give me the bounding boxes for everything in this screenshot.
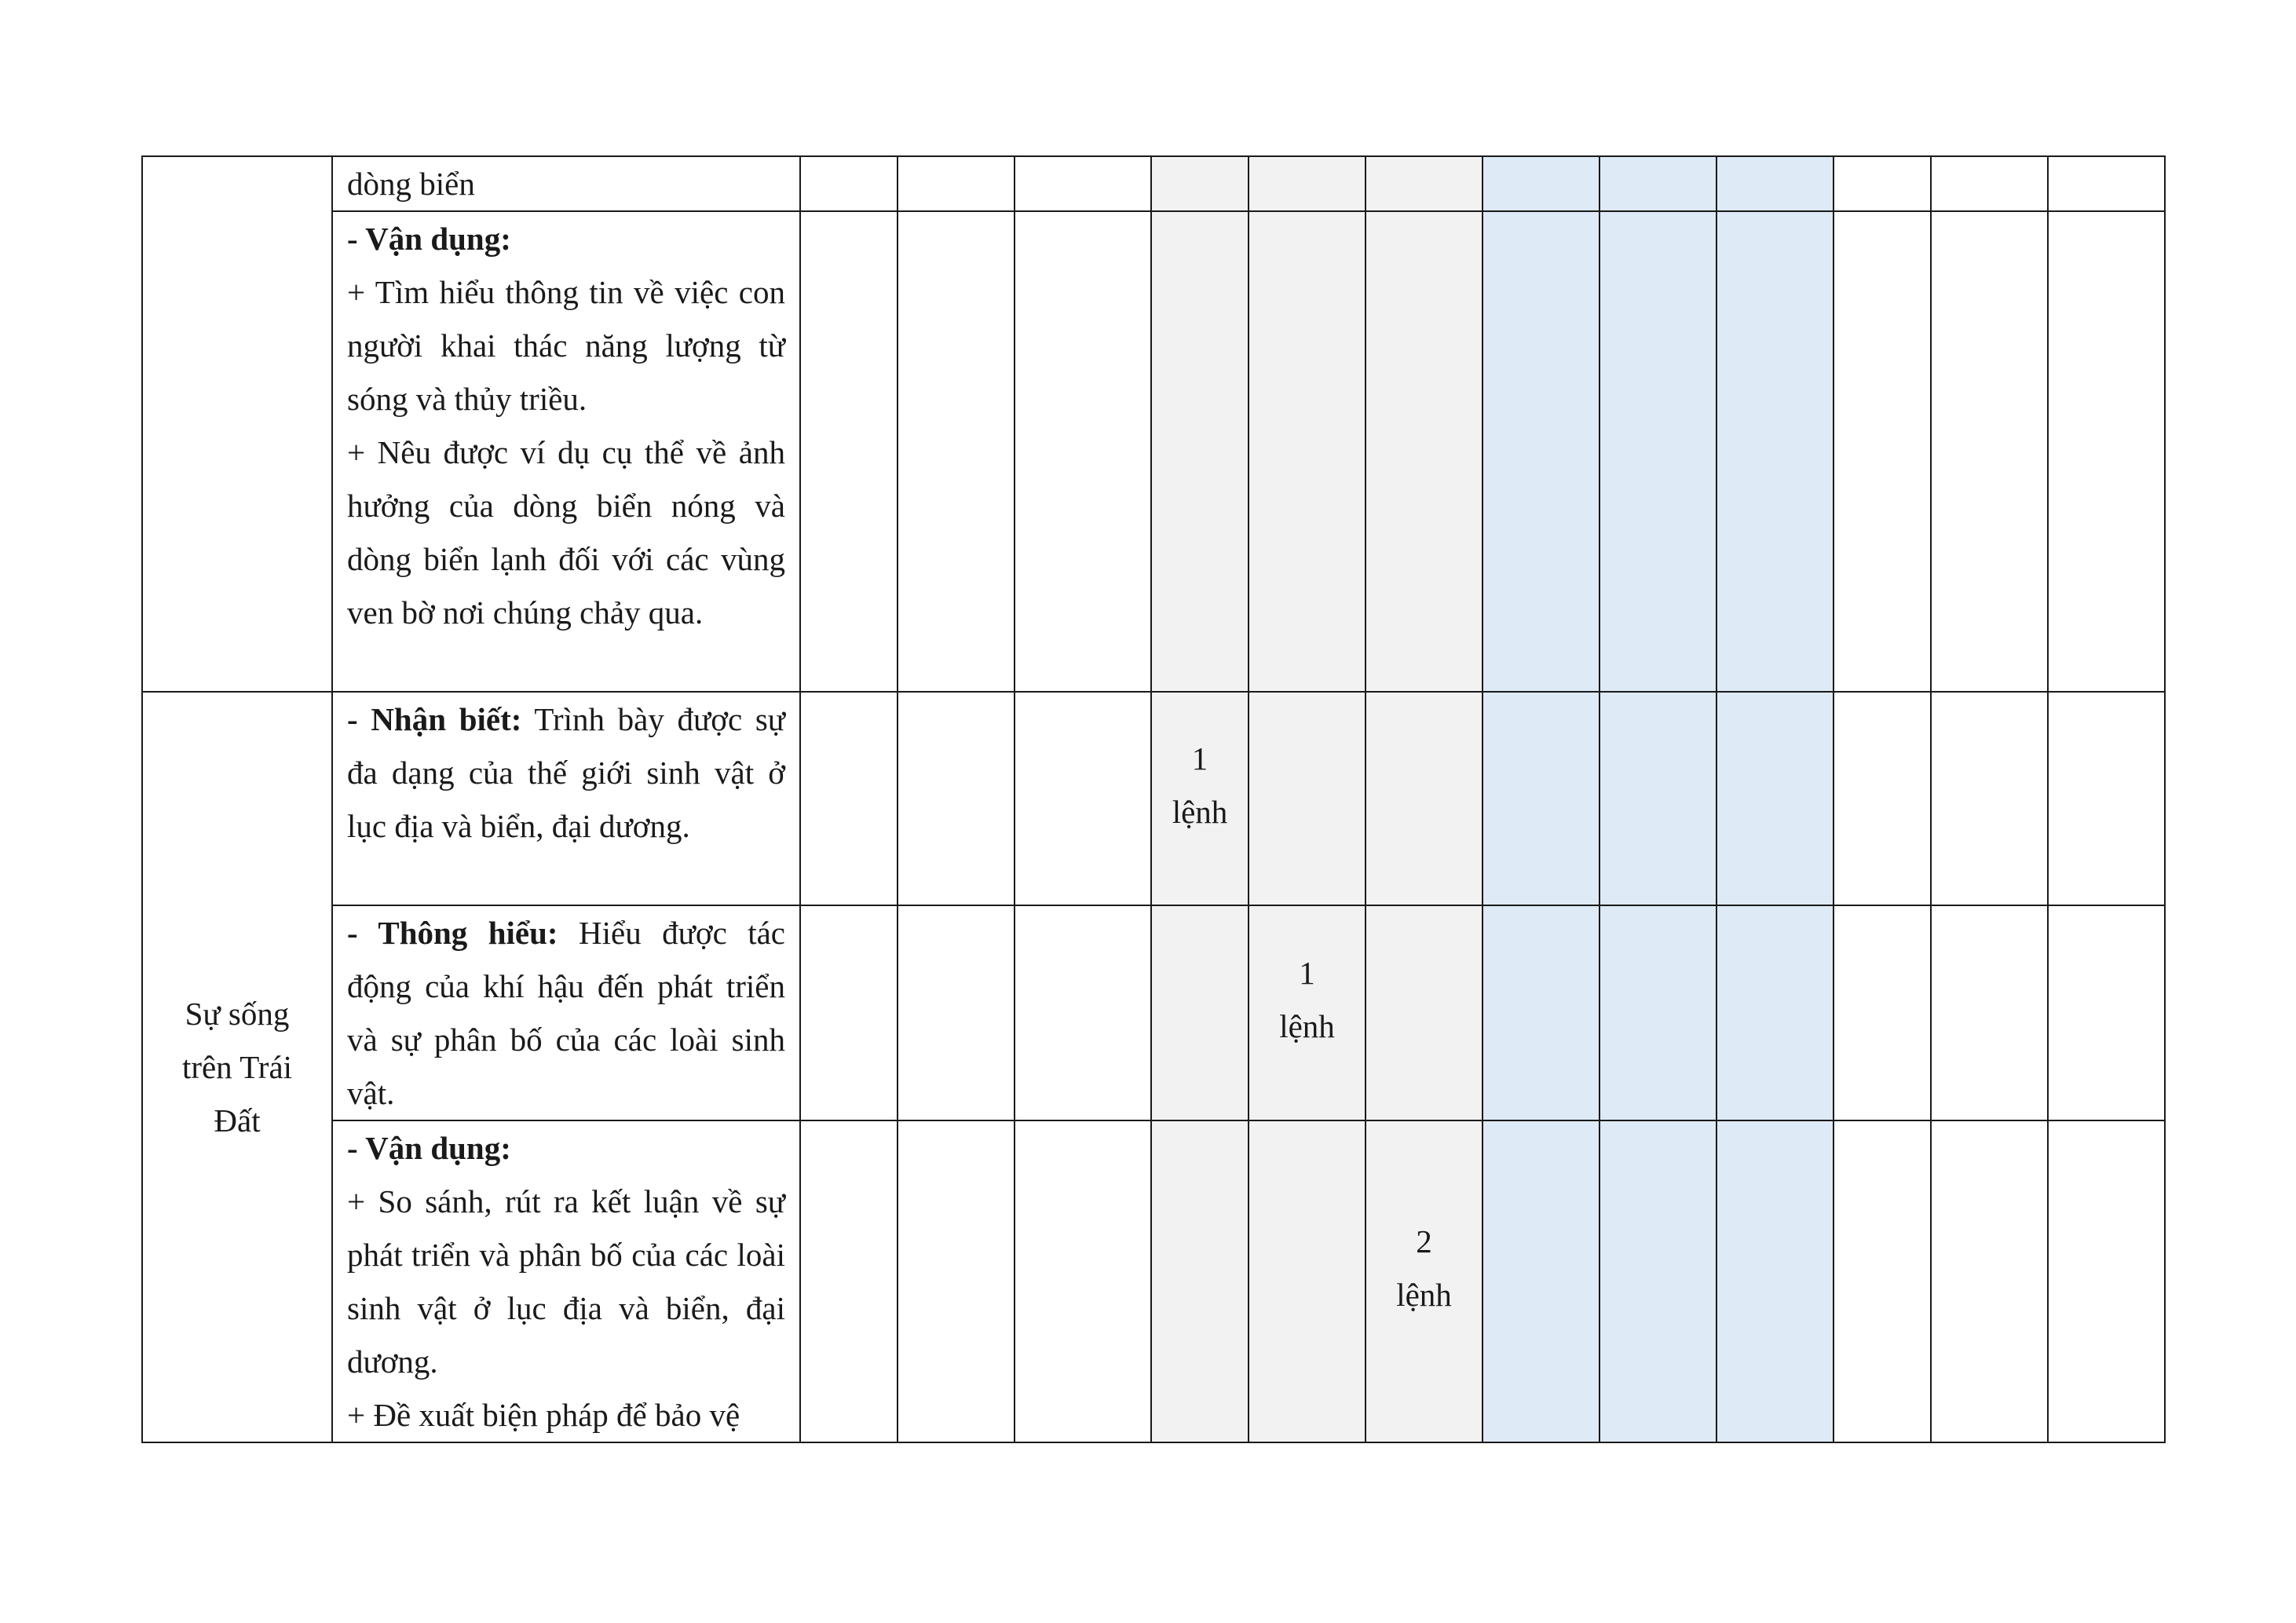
- level-cell: [800, 692, 898, 905]
- level-cell: [1717, 905, 1834, 1120]
- level-cell: [1249, 692, 1366, 905]
- description-paragraph: - Thông hiểu: Hiểu được tác động của khí hậu đến phát triển và sự phân bố của các loài sinh vật.: [347, 915, 785, 1111]
- question-count-cell: 1 lệnh: [1151, 692, 1249, 905]
- level-cell: [2048, 1120, 2165, 1442]
- question-count-cell: 2 lệnh: [1366, 1120, 1483, 1442]
- level-cell: [898, 692, 1015, 905]
- level-cell: [800, 156, 898, 211]
- level-cell: [1151, 156, 1249, 211]
- description-paragraph: + Nêu được ví dụ cụ thể về ảnh hưởng của dòng biển nóng và dòng biển lạnh đối với các vùng ven bờ nơi chúng chảy qua.: [347, 434, 785, 631]
- level-cell: [2048, 211, 2165, 692]
- level-cell: [1249, 211, 1366, 692]
- level-cell: [1249, 1120, 1366, 1442]
- level-cell: [1931, 1120, 2048, 1442]
- level-cell: [800, 211, 898, 692]
- description-paragraph: - Nhận biết: Trình bày được sự đa dạng của thế giới sinh vật ở lục địa và biển, đại dương.: [347, 701, 785, 844]
- level-cell: [1483, 156, 1600, 211]
- level-cell: [1600, 1120, 1717, 1442]
- level-cell: [1717, 156, 1834, 211]
- level-cell: [800, 905, 898, 1120]
- level-cell: [898, 905, 1015, 1120]
- description-paragraph: - Vận dụng:: [347, 1130, 511, 1166]
- level-cell: [898, 156, 1015, 211]
- level-cell: [1931, 156, 2048, 211]
- level-cell: [1717, 211, 1834, 692]
- level-cell: [1600, 211, 1717, 692]
- level-cell: [1834, 1120, 1931, 1442]
- level-cell: [1834, 692, 1931, 905]
- level-cell: [1015, 211, 1151, 692]
- question-count-cell: 1 lệnh: [1249, 905, 1366, 1120]
- level-cell: [1931, 692, 2048, 905]
- level-cell: [1600, 905, 1717, 1120]
- level-cell: [1600, 692, 1717, 905]
- level-cell: [1151, 211, 1249, 692]
- table-row: [142, 211, 2165, 692]
- level-cell: [1483, 692, 1600, 905]
- level-cell: [1151, 905, 1249, 1120]
- level-cell: [1483, 1120, 1600, 1442]
- level-cell: [1249, 156, 1366, 211]
- level-cell: [2048, 156, 2165, 211]
- level-cell: [1366, 905, 1483, 1120]
- description-paragraph: - Vận dụng:: [347, 221, 511, 257]
- level-cell: [1717, 1120, 1834, 1442]
- description-paragraph: + So sánh, rút ra kết luận về sự phát triển và phân bố của các loài sinh vật ở lục địa và biển, đại dương.: [347, 1183, 785, 1380]
- level-cell: [1366, 156, 1483, 211]
- level-cell: [1015, 692, 1151, 905]
- level-cell: [1600, 156, 1717, 211]
- table-row: [142, 156, 2165, 211]
- level-cell: [1834, 211, 1931, 692]
- description-cell: [332, 1120, 800, 1442]
- topic-cell: Sự sống trên Trái Đất: [142, 692, 332, 1442]
- level-cell: [1931, 211, 2048, 692]
- level-cell: [898, 1120, 1015, 1442]
- description-cell: [332, 905, 800, 1120]
- description-paragraph: + Đề xuất biện pháp để bảo vệ: [347, 1397, 740, 1433]
- level-cell: [1834, 156, 1931, 211]
- table-row: [142, 692, 2165, 905]
- description-cell: [332, 156, 800, 211]
- description-paragraph: dòng biển: [347, 166, 475, 202]
- description-paragraph: + Tìm hiểu thông tin về việc con người khai thác năng lượng từ sóng và thủy triều.: [347, 274, 785, 417]
- level-cell: [1366, 211, 1483, 692]
- description-cell: [332, 211, 800, 692]
- table-row: [142, 1120, 2165, 1442]
- table-row: [142, 905, 2165, 1120]
- level-cell: [1717, 692, 1834, 905]
- level-cell: [1015, 1120, 1151, 1442]
- description-cell: [332, 692, 800, 905]
- level-cell: [1483, 211, 1600, 692]
- level-cell: [1015, 156, 1151, 211]
- level-cell: [2048, 905, 2165, 1120]
- level-cell: [898, 211, 1015, 692]
- topic-cell-empty: [142, 156, 332, 692]
- level-cell: [1015, 905, 1151, 1120]
- level-cell: [1834, 905, 1931, 1120]
- level-cell: [2048, 692, 2165, 905]
- level-cell: [1151, 1120, 1249, 1442]
- level-cell: [1483, 905, 1600, 1120]
- level-cell: [1931, 905, 2048, 1120]
- level-cell: [800, 1120, 898, 1442]
- specification-matrix-table: [141, 155, 2166, 1443]
- level-cell: [1366, 692, 1483, 905]
